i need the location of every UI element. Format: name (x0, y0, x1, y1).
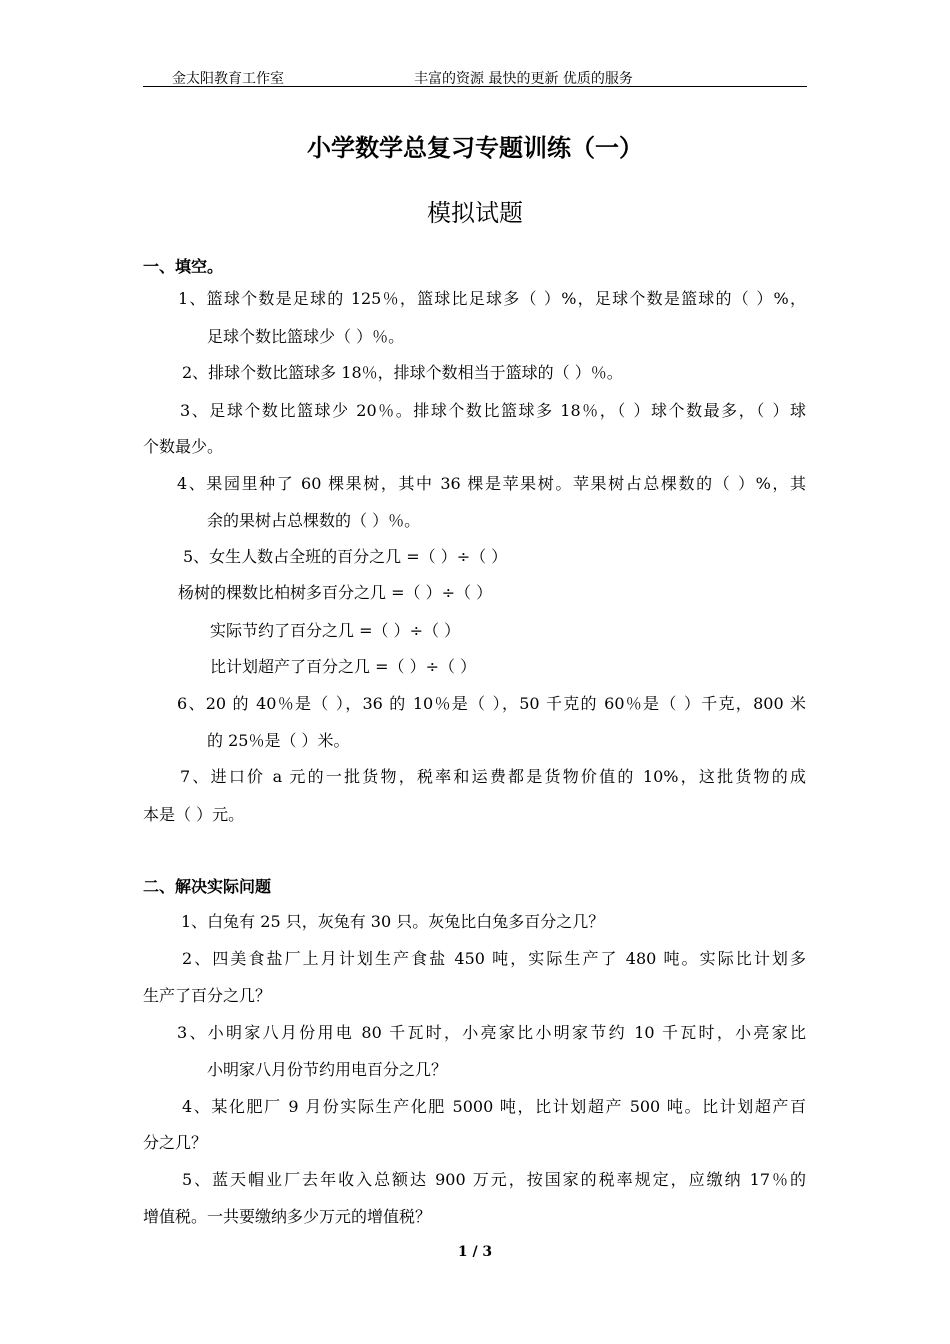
s2-q2-line2: 生产了百分之几？ (143, 986, 272, 1005)
s2-q4-line1: 4、某化肥厂 9 月份实际生产化肥 5000 吨，比计划超产 500 吨。比计划超产百 (182, 1097, 806, 1116)
s2-q1: 1、白兔有 25 只，灰兔有 30 只。灰兔比白兔多百分之几？ (181, 912, 605, 931)
s1-q2: 2、排球个数比篮球多 18％，排球个数相当于篮球的（ ）％。 (182, 363, 623, 382)
s1-q3-line1: 3、足球个数比篮球少 20％。排球个数比篮球多 18％，（ ）球个数最多，（ ）球 (180, 401, 806, 420)
s1-q5-line2: 杨树的棵数比柏树多百分之几 =（ ）÷（ ） (178, 583, 493, 602)
s1-q5-line4: 比计划超产了百分之几 =（ ）÷（ ） (210, 657, 477, 676)
s1-q4-line1: 4、果园里种了 60 棵果树，其中 36 棵是苹果树。苹果树占总棵数的（ ）%，其 (177, 474, 806, 493)
s2-q4-line2: 分之几？ (143, 1133, 208, 1152)
s1-q7-line2: 本是（ ）元。 (143, 805, 245, 824)
s2-q5-line1: 5、蓝天帽业厂去年收入总额达 900 万元，按国家的税率规定，应缴纳 17％的 (182, 1170, 806, 1189)
document-subtitle: 模拟试题 (427, 199, 523, 227)
s1-q5-line3: 实际节约了百分之几 =（ ）÷（ ） (210, 621, 461, 640)
s1-q5-line1: 5、女生人数占全班的百分之几 =（ ）÷（ ） (183, 547, 508, 566)
page-number: 1 / 3 (457, 1244, 493, 1260)
header-right: 丰富的资源 最快的更新 优质的服务 (414, 71, 633, 87)
s1-q3-line2: 个数最少。 (143, 437, 224, 456)
s1-q4-line2: 余的果树占总棵数的（ ）％。 (207, 511, 421, 530)
section2-heading: 二、解决实际问题 (143, 877, 272, 896)
s2-q3-line1: 3、小明家八月份用电 80 千瓦时，小亮家比小明家节约 10 千瓦时，小亮家比 (177, 1023, 806, 1042)
s1-q7-line1: 7、进口价 a 元的一批货物，税率和运费都是货物价值的 10%，这批货物的成 (180, 767, 806, 786)
s1-q1-line2: 足球个数比篮球少（ ）％。 (207, 327, 405, 346)
s1-q6-line2: 的 25％是（ ）米。 (207, 731, 350, 750)
s2-q5-line2: 增值税。一共要缴纳多少万元的增值税？ (143, 1207, 432, 1226)
s1-q1-line1: 1、篮球个数是足球的 125％，篮球比足球多（ ）%，足球个数是篮球的（ ）%， (178, 289, 806, 308)
header-left: 金太阳教育工作室 (172, 71, 284, 87)
header-rule (143, 86, 807, 87)
document-title: 小学数学总复习专题训练（一） (307, 134, 643, 162)
section1-heading: 一、填空。 (143, 257, 224, 276)
s2-q3-line2: 小明家八月份节约用电百分之几？ (207, 1060, 448, 1079)
s2-q2-line1: 2、四美食盐厂上月计划生产食盐 450 吨，实际生产了 480 吨。实际比计划多 (182, 949, 806, 968)
s1-q6-line1: 6、20 的 40％是（ ），36 的 10％是（ ），50 千克的 60％是（ ）千克，800 米 (177, 694, 806, 713)
